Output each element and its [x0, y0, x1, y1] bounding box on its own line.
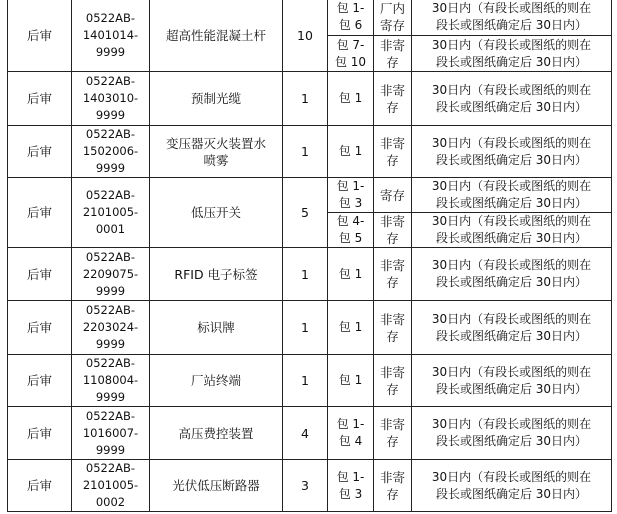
review-status-cell: 后审 [8, 72, 72, 126]
material-code-cell [72, 72, 150, 126]
cell-line: 9999 [95, 442, 126, 457]
review-status-cell: 后审 [8, 248, 72, 301]
storage-type-cell [374, 355, 412, 407]
cell-line: 存 [386, 99, 399, 115]
cell-line: 存 [386, 152, 399, 168]
cell-line: 喷雾 [203, 152, 229, 168]
cell-line: 存 [386, 54, 399, 70]
storage-type-cell [374, 72, 412, 126]
quantity-cell: 3 [283, 460, 328, 512]
cell-line: 9999 [95, 44, 126, 59]
table-row [8, 460, 612, 512]
cell-line: 0522AB- [85, 74, 136, 88]
review-status-cell: 后审 [8, 126, 72, 178]
cell-line: 包 3 [338, 196, 363, 210]
cell-line: 包 4- [336, 214, 365, 228]
quantity-cell: 5 [283, 178, 328, 248]
quantity-cell: 1 [283, 355, 328, 407]
cell-line: 1016007- [82, 425, 139, 440]
cell-line: 9999 [95, 390, 126, 404]
material-name-cell [150, 460, 283, 512]
cell-line: 非寄 [379, 37, 405, 53]
material-code-cell [72, 178, 150, 248]
storage-type-cell [374, 301, 412, 355]
cell-line: 9999 [95, 161, 126, 175]
review-status-cell: 后审 [8, 355, 72, 407]
cell-line: 段长或图纸确定后 30日内） [435, 152, 588, 167]
cell-line: 9999 [95, 337, 126, 351]
quantity-cell: 1 [283, 72, 328, 126]
cell-line: 包 1- [336, 469, 365, 484]
cell-line: 包 1 [338, 144, 363, 158]
cell-line: 段长或图纸确定后 30日内） [435, 18, 588, 32]
cell-line: 非寄 [379, 214, 405, 229]
table-row [8, 178, 612, 213]
cell-line: 段长或图纸确定后 30日内） [435, 381, 588, 396]
cell-line: 30日内（有段长或图纸的则在 [431, 214, 592, 228]
cell-line: 非寄 [379, 82, 405, 98]
cell-line: 非寄 [379, 469, 405, 485]
cell-line: 30日内（有段长或图纸的则在 [431, 82, 592, 97]
cell-line: 1401014- [82, 27, 139, 42]
cell-line: 存 [386, 275, 399, 290]
storage-type-cell [374, 36, 412, 72]
cell-line: 存 [386, 328, 399, 344]
cell-line: 0522AB- [85, 249, 136, 264]
cell-line: 30日内（有段长或图纸的则在 [431, 469, 592, 484]
cell-line: 包 5 [338, 231, 363, 245]
table-row [8, 407, 612, 460]
cell-line: 非寄 [379, 311, 405, 327]
material-name-cell [150, 248, 283, 301]
cell-line: 30日内（有段长或图纸的则在 [431, 135, 592, 150]
cell-line: 9999 [95, 108, 126, 122]
cell-line: 包 1 [338, 266, 363, 281]
table-row [8, 0, 612, 36]
package-cell [328, 301, 374, 355]
review-status-cell: 后审 [8, 460, 72, 512]
delivery-deadline-cell [412, 460, 612, 512]
table-row [8, 248, 612, 301]
package-cell [328, 407, 374, 460]
material-code-cell [72, 407, 150, 460]
material-code-cell [72, 248, 150, 301]
material-name-cell [150, 178, 283, 248]
cell-line: 存 [386, 381, 399, 397]
package-cell [328, 355, 374, 407]
package-cell [328, 36, 374, 72]
package-cell [328, 213, 374, 248]
delivery-deadline-cell [412, 36, 612, 72]
cell-line: 30日内（有段长或图纸的则在 [431, 364, 592, 379]
cell-line: 光伏低压断路器 [172, 478, 260, 493]
cell-line: 30日内（有段长或图纸的则在 [431, 1, 592, 15]
table-row [8, 355, 612, 407]
cell-line: 包 1- [336, 417, 365, 431]
cell-line: 0522AB- [85, 408, 136, 423]
cell-line: 存 [386, 231, 399, 246]
quantity-cell: 1 [283, 126, 328, 178]
table-row [8, 72, 612, 126]
cell-line: 变压器灭火装置水 [165, 135, 266, 151]
cell-line: 包 1 [338, 373, 363, 387]
cell-line: 寄存 [379, 187, 405, 203]
cell-line: 低压开关 [190, 205, 241, 220]
cell-line: 0522AB- [85, 461, 136, 475]
delivery-deadline-cell [412, 126, 612, 178]
cell-line: 包 4 [338, 434, 363, 448]
cell-line: 厂内 [379, 1, 405, 16]
delivery-deadline-cell [412, 178, 612, 213]
table-row [8, 126, 612, 178]
cell-line: 1403010- [82, 91, 139, 105]
delivery-deadline-cell [412, 248, 612, 301]
material-code-cell [72, 126, 150, 178]
material-code-cell [72, 355, 150, 407]
storage-type-cell [374, 407, 412, 460]
package-cell [328, 72, 374, 126]
material-name-cell [150, 126, 283, 178]
material-name-cell [150, 72, 283, 126]
cell-line: 30日内（有段长或图纸的则在 [431, 258, 592, 272]
package-cell [328, 126, 374, 178]
table-row [8, 301, 612, 355]
storage-type-cell [374, 0, 412, 36]
cell-line: 段长或图纸确定后 30日内） [435, 54, 588, 69]
package-cell [328, 178, 374, 213]
cell-line: 标识牌 [197, 320, 235, 335]
cell-line: 包 10 [334, 54, 367, 69]
review-status-cell: 后审 [8, 407, 72, 460]
cell-line: 非寄 [379, 364, 405, 380]
cell-line: 非寄 [379, 417, 405, 432]
quantity-cell: 1 [283, 248, 328, 301]
material-code-cell [72, 0, 150, 72]
cell-line: 寄存 [379, 18, 405, 33]
cell-line: 包 6 [338, 18, 363, 32]
storage-type-cell [374, 178, 412, 213]
material-name-cell [150, 0, 283, 72]
delivery-deadline-cell [412, 0, 612, 36]
cell-line: 30日内（有段长或图纸的则在 [431, 417, 592, 431]
cell-line: 段长或图纸确定后 30日内） [435, 99, 588, 114]
storage-type-cell [374, 248, 412, 301]
cell-line: 包 1- [336, 179, 365, 193]
cell-line: 30日内（有段长或图纸的则在 [431, 311, 592, 326]
cell-line: 1108004- [82, 373, 139, 387]
cell-line: 0522AB- [85, 303, 136, 317]
cell-line: 30日内（有段长或图纸的则在 [431, 37, 592, 52]
cell-line: 2209075- [82, 266, 139, 281]
cell-line: 包 1 [338, 320, 363, 334]
cell-line: 包 7- [336, 37, 365, 52]
cell-line: 预制光缆 [190, 91, 241, 106]
material-code-cell [72, 301, 150, 355]
cell-line: 存 [386, 486, 399, 502]
cell-line: 非寄 [379, 258, 405, 273]
delivery-deadline-cell [412, 407, 612, 460]
storage-type-cell [374, 213, 412, 248]
review-status-cell: 后审 [8, 178, 72, 248]
package-cell [328, 248, 374, 301]
material-code-cell [72, 460, 150, 512]
cell-line: RFID 电子标签 [174, 266, 258, 282]
review-status-cell: 后审 [8, 0, 72, 72]
cell-line: 0522AB- [85, 188, 136, 202]
delivery-deadline-cell [412, 355, 612, 407]
delivery-deadline-cell [412, 213, 612, 248]
cell-line: 存 [386, 434, 399, 449]
cell-line: 厂站终端 [190, 373, 241, 388]
cell-line: 段长或图纸确定后 30日内） [435, 231, 588, 245]
material-name-cell [150, 407, 283, 460]
cell-line: 超高性能混凝土杆 [165, 27, 266, 43]
storage-type-cell [374, 126, 412, 178]
material-name-cell [150, 355, 283, 407]
review-status-cell: 后审 [8, 301, 72, 355]
storage-type-cell [374, 460, 412, 512]
cell-line: 0522AB- [85, 127, 136, 141]
cell-line: 段长或图纸确定后 30日内） [435, 275, 588, 289]
cell-line: 段长或图纸确定后 30日内） [435, 486, 588, 501]
cell-line: 包 1 [338, 91, 363, 105]
quantity-cell: 10 [283, 0, 328, 72]
delivery-deadline-cell [412, 72, 612, 126]
cell-line: 1502006- [82, 144, 139, 158]
cell-line: 非寄 [379, 135, 405, 151]
package-cell [328, 0, 374, 36]
cell-line: 包 3 [338, 486, 363, 501]
cell-line: 2101005- [82, 478, 139, 492]
cell-line: 0522AB- [85, 356, 136, 370]
cell-line: 0522AB- [85, 10, 136, 25]
cell-line: 30日内（有段长或图纸的则在 [431, 179, 592, 193]
package-cell [328, 460, 374, 512]
cell-line: 2101005- [82, 205, 139, 219]
quantity-cell: 4 [283, 407, 328, 460]
cell-line: 段长或图纸确定后 30日内） [435, 434, 588, 448]
cell-line: 0001 [95, 222, 126, 236]
cell-line: 包 1- [336, 1, 365, 15]
material-name-cell [150, 301, 283, 355]
cell-line: 0002 [95, 495, 126, 509]
cell-line: 段长或图纸确定后 30日内） [435, 328, 588, 343]
procurement-table [7, 0, 612, 512]
cell-line: 9999 [95, 283, 126, 298]
cell-line: 高压费控装置 [178, 425, 254, 441]
delivery-deadline-cell [412, 301, 612, 355]
quantity-cell: 1 [283, 301, 328, 355]
cell-line: 2203024- [82, 320, 139, 334]
cell-line: 段长或图纸确定后 30日内） [435, 196, 588, 210]
